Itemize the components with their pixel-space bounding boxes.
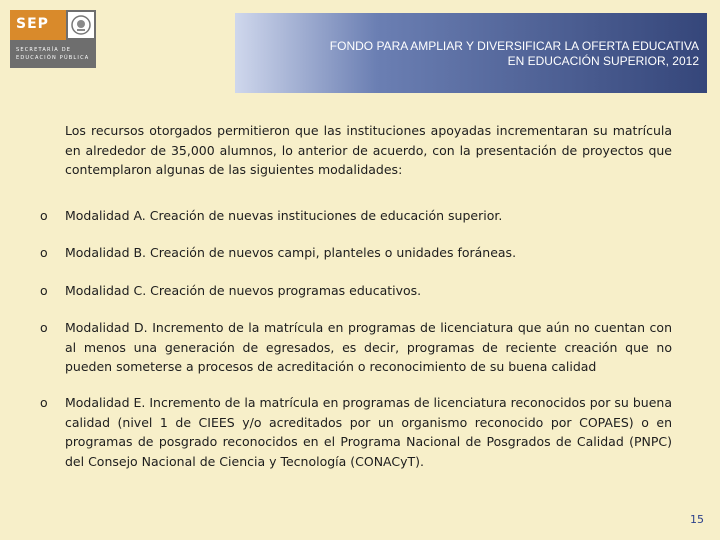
sep-subtitle-line1: SECRETARÍA DE: [16, 47, 72, 53]
modality-item-e: [65, 393, 672, 471]
bullet-icon: o: [40, 208, 48, 223]
sep-logo-subtitle: [16, 46, 89, 62]
bullet-icon: o: [40, 283, 48, 298]
modality-label: Modalidad E.: [65, 395, 146, 410]
slide-title-line1: FONDO PARA AMPLIAR Y DIVERSIFICAR LA OFERTA EDUCATIVA: [329, 39, 699, 53]
slide-title: [330, 39, 699, 69]
intro-paragraph: Los recursos otorgados permitieron que las instituciones apoyadas incrementaran su matrícula en alrededor de 35,000 alumnos, lo anterior de acuerdo, con la presentación de proyectos que contemplaron algunas de las siguientes modalidades:: [65, 123, 672, 177]
modality-label: Modalidad D.: [65, 320, 148, 335]
coat-of-arms-icon: [68, 12, 94, 38]
modality-item-c: [65, 281, 672, 301]
sep-subtitle-line2: EDUCACIÓN PÚBLICA: [16, 55, 90, 61]
bullet-icon: o: [40, 245, 48, 260]
slide-title-line2: EN EDUCACIÓN SUPERIOR, 2012: [507, 54, 699, 68]
title-banner: [235, 13, 707, 93]
modality-text: Creación de nuevas instituciones de educación superior.: [145, 208, 503, 223]
sep-logo-text: SEP: [16, 16, 49, 32]
bullet-icon: o: [40, 395, 48, 410]
modality-label: Modalidad B.: [65, 245, 147, 260]
modality-item-a: [65, 206, 672, 226]
modality-text: Creación de nuevos programas educativos.: [146, 283, 422, 298]
modality-text: Incremento de la matrícula en programas de licenciatura que aún no cuentan con al menos una generación de egresados, es decir, programas de reciente creación que no pueden someterse a procesos de acreditación o reconocimiento de su buena calidad: [65, 320, 672, 374]
page-number: 15: [690, 513, 704, 526]
modality-item-b: [65, 243, 672, 263]
modality-text: Incremento de la matrícula en programas de licenciatura reconocidos por su buena calidad (nivel 1 de CIEES y/o acreditados por un organismo reconocido por COPAES) o en programas de posgrado reconocidos en el Programa Nacional de Posgrados de Calidad (PNPC) del Consejo Nacional de Ciencia y Tecnología (CONACyT).: [65, 395, 672, 469]
modality-text: Creación de nuevos campi, planteles o unidades foráneas.: [146, 245, 517, 260]
modality-item-d: [65, 318, 672, 377]
bullet-icon: o: [40, 320, 48, 335]
sep-logo: [10, 10, 96, 68]
modality-label: Modalidad A.: [65, 208, 146, 223]
modality-label: Modalidad C.: [65, 283, 147, 298]
